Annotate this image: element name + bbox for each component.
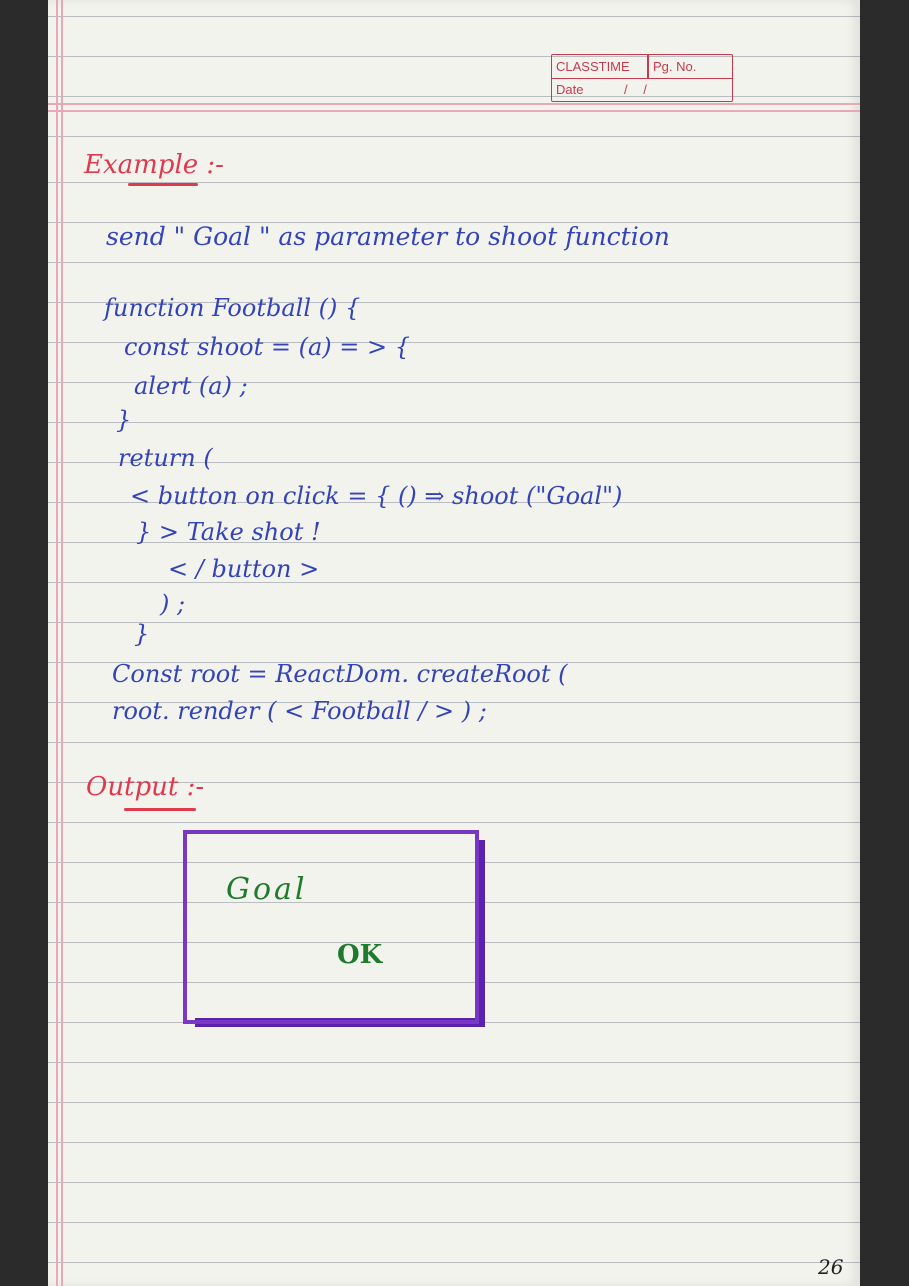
intro-line: send " Goal " as parameter to shoot function	[106, 222, 670, 251]
code-line-3: alert (a) ;	[134, 372, 248, 400]
page-number: 26	[818, 1255, 844, 1279]
date-label: Date	[556, 82, 584, 97]
dialog-message: Goal	[226, 872, 308, 907]
code-line-1: function Football () {	[104, 294, 361, 322]
output-underline	[124, 808, 196, 811]
date-value: / /	[624, 82, 653, 97]
code-line-6: < button on click = { () ⇒ shoot ("Goal")	[130, 482, 623, 510]
code-line-4: }	[116, 406, 132, 434]
code-line-2: const shoot = (a) = > {	[124, 333, 411, 361]
header-rule-bottom	[48, 110, 860, 112]
example-heading: Example :-	[84, 150, 224, 180]
header-rule-top	[48, 103, 860, 105]
code-line-10: }	[134, 620, 150, 648]
code-line-11: Const root = ReactDom. createRoot (	[112, 660, 568, 688]
margin-line-left	[56, 0, 58, 1286]
margin-line-left-inner	[61, 0, 63, 1286]
notebook-page	[48, 0, 860, 1286]
code-line-12: root. render ( < Football / > ) ;	[112, 697, 487, 725]
code-line-9: ) ;	[160, 590, 186, 618]
example-underline	[128, 183, 198, 186]
brand-label: CLASSTIME	[556, 59, 630, 74]
page-number-label: Pg. No.	[653, 59, 697, 74]
code-line-7: } > Take shot !	[136, 518, 321, 546]
code-line-8: < / button >	[168, 555, 320, 583]
code-line-5: return (	[118, 444, 213, 472]
alert-dialog-drawing	[183, 830, 479, 1024]
dialog-ok-button: OK	[337, 940, 383, 970]
output-heading: Output :-	[86, 772, 205, 802]
classtime-box	[551, 54, 733, 102]
